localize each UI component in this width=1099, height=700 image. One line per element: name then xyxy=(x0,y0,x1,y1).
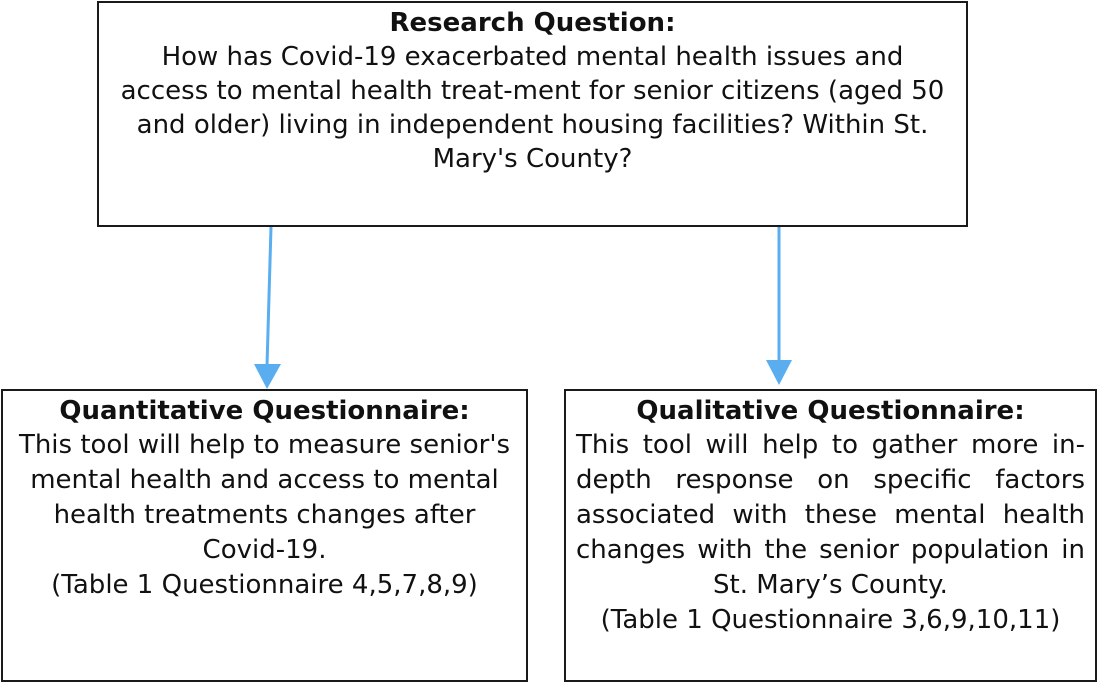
quantitative-questionnaire-title: Quantitative Questionnaire: xyxy=(59,396,470,426)
qualitative-questionnaire-reference: (Table 1 Questionnaire 3,6,9,10,11) xyxy=(600,605,1061,635)
quantitative-questionnaire-box xyxy=(1,389,528,682)
quantitative-questionnaire-reference: (Table 1 Questionnaire 4,5,7,8,9) xyxy=(51,570,478,600)
arrow-to-quantitative xyxy=(254,227,281,389)
qualitative-questionnaire-box xyxy=(564,389,1097,682)
quantitative-questionnaire-text: This tool will help to measure senior's mental health and access to mental health treatments changes after Covid-19. xyxy=(18,430,511,565)
qualitative-questionnaire-title: Qualitative Questionnaire: xyxy=(636,396,1025,426)
arrow-to-qualitative xyxy=(766,227,792,385)
research-question-box xyxy=(97,1,968,227)
research-question-title: Research Question: xyxy=(389,8,676,38)
research-question-text: How has Covid-19 exacerbated mental health issues and access to mental health treat-ment for senior citizens (aged 50 and older) living in independent housing facilities? Within St. Mary's County? xyxy=(120,42,945,174)
qualitative-questionnaire-text: This tool will help to gather more in-depth response on specific factors associated with these mental health changes with the senior population in St. Mary’s County. xyxy=(576,430,1085,600)
